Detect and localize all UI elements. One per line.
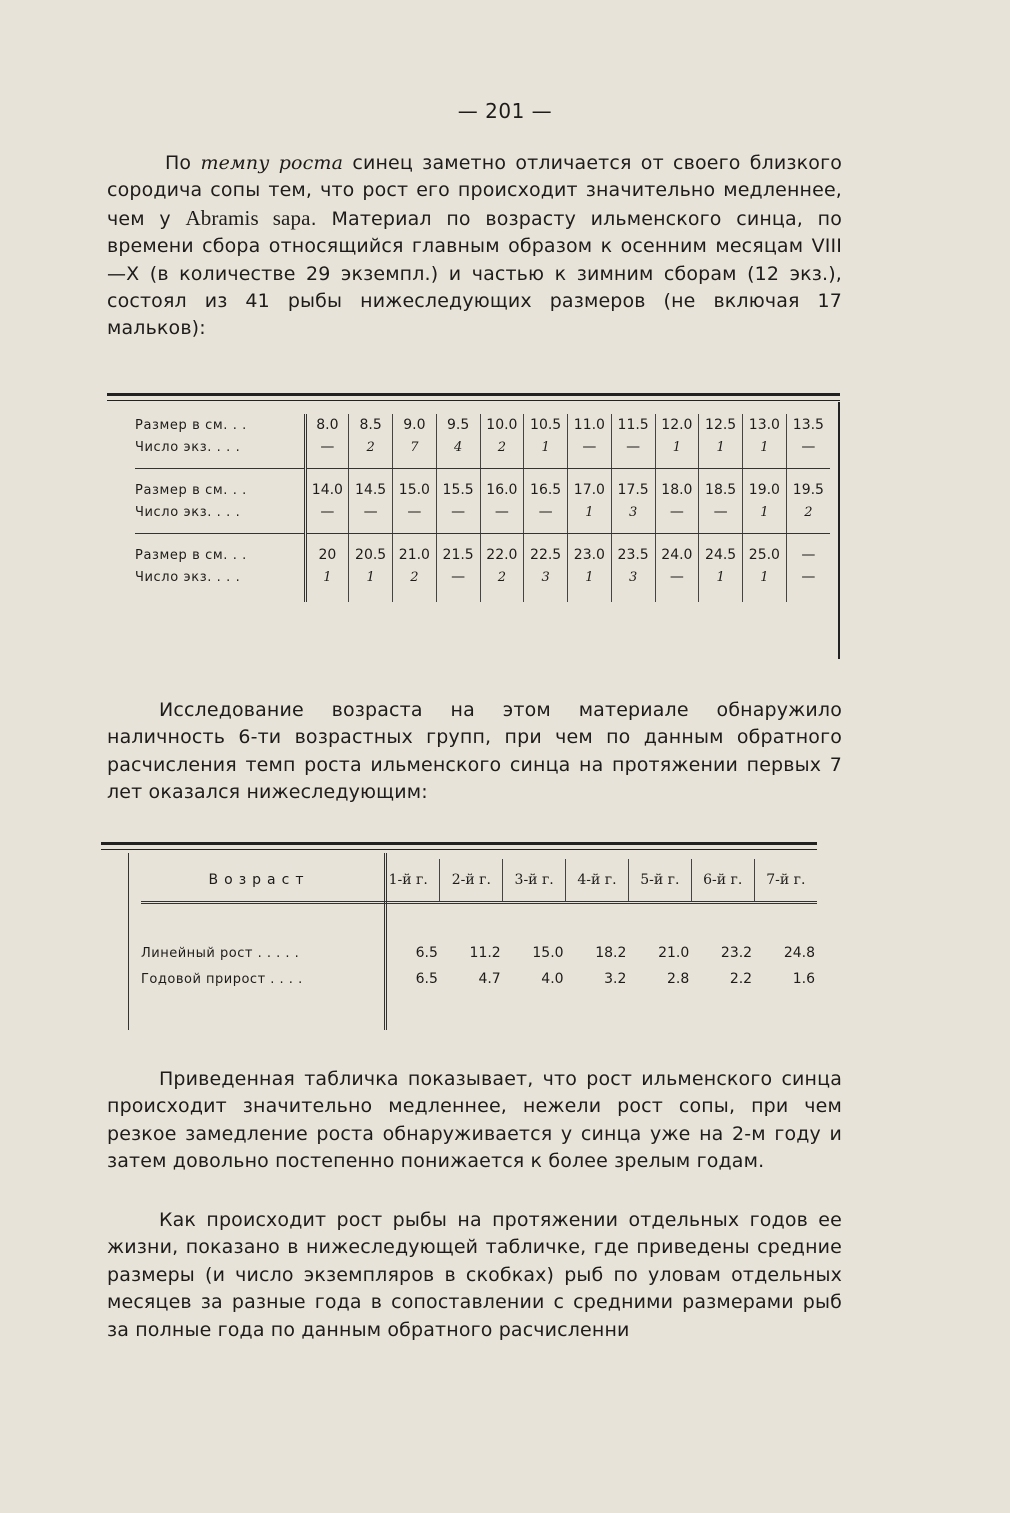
size-cell: 15.0 (393, 479, 437, 501)
count-cell: — (436, 566, 480, 588)
size-cell: 13.0 (743, 414, 787, 436)
row-label-count: Число экз. . . . (135, 436, 305, 458)
value-cell: 6.5 (415, 945, 438, 961)
size-cell: 13.5 (792, 417, 824, 433)
count-cell: — (349, 501, 393, 523)
count-cell: — (655, 566, 699, 588)
size-cell: 10.0 (480, 414, 524, 436)
value-cell: 2.8 (666, 971, 690, 987)
size-cell: 11.5 (611, 414, 655, 436)
row-label-size: Размер в см. . . (135, 479, 305, 501)
count-cell: 3 (524, 566, 568, 588)
count-cell: 1 (349, 566, 393, 588)
size-cell: 17.0 (568, 479, 612, 501)
size-cell: 24.5 (699, 544, 743, 566)
size-cell: 23.0 (568, 544, 612, 566)
header-year: 2-й г. (440, 859, 503, 903)
para1-mid: синец заметно отличается от своего близкого сородича сопы тем, что рост его происходит значительно медленнее, чем у (107, 152, 842, 230)
count-cell: — (393, 501, 437, 523)
count-cell: — (480, 501, 524, 523)
value-cell: 24.8 (783, 945, 815, 961)
growth-rate-table (101, 842, 817, 1030)
table-row (135, 436, 830, 458)
count-cell: — (655, 501, 699, 523)
para1-italic-term: темпу роста (200, 152, 344, 174)
size-cell: 21.0 (393, 544, 437, 566)
size-cell: 24.0 (655, 544, 699, 566)
count-cell: — (305, 436, 349, 458)
row-label-count: Число экз. . . . (135, 566, 305, 588)
value-cell: 4.7 (478, 971, 501, 987)
size-cell: 14.5 (349, 479, 393, 501)
size-cell: 12.0 (655, 414, 699, 436)
value-cell: 11.2 (469, 945, 501, 961)
count-cell: 1 (655, 436, 699, 458)
header-year: 7-й г. (766, 872, 806, 888)
count-cell: — (568, 436, 612, 458)
value-cell: 6.5 (415, 971, 438, 987)
size-cell: 15.5 (436, 479, 480, 501)
size-cell: 22.0 (480, 544, 524, 566)
header-year: 3-й г. (503, 859, 566, 903)
count-cell: — (699, 501, 743, 523)
paragraph-age-study: Исследование возраста на этом материале обнаружило наличность 6-ти возрастных групп, при чем по данным обратного расчисления темп роста ильменского синца на протяжении первых 7 лет оказался нижеследующим: (107, 699, 842, 804)
count-cell: 2 (804, 504, 813, 520)
paragraph-growth-comparison: Приведенная табличка показывает, что рост ильменского синца происходит значительно медленнее, нежели рост сопы, при чем резкое замедление роста обнаруживается у синца уже на 2-м году и затем довольно постепенно понижается к более зрелым годам. (107, 1068, 842, 1173)
value-cell: 2.2 (729, 971, 753, 987)
row-label-linear-growth: Линейный рост . . . . . (141, 945, 300, 961)
value-cell: 1.6 (792, 971, 815, 987)
count-cell: — (801, 569, 816, 585)
size-cell: 20.5 (349, 544, 393, 566)
size-cell: 8.5 (349, 414, 393, 436)
paragraph-growth-intro (107, 150, 842, 343)
table-row (141, 940, 817, 966)
count-cell: 2 (393, 566, 437, 588)
size-cell: 23.5 (611, 544, 655, 566)
count-cell: 2 (480, 566, 524, 588)
count-cell: 1 (699, 566, 743, 588)
count-cell: 7 (393, 436, 437, 458)
count-cell: 2 (480, 436, 524, 458)
size-cell: 17.5 (611, 479, 655, 501)
table-row (135, 566, 830, 588)
size-cell: 19.0 (743, 479, 787, 501)
count-cell: 1 (305, 566, 349, 588)
table-left-rule (128, 853, 129, 1030)
size-cell: 9.5 (436, 414, 480, 436)
size-cell: 21.5 (436, 544, 480, 566)
count-cell: 1 (524, 436, 568, 458)
count-cell: — (305, 501, 349, 523)
size-cell: 8.0 (305, 414, 349, 436)
header-year: 4-й г. (566, 859, 629, 903)
table-row (135, 414, 830, 436)
value-cell: 18.2 (595, 945, 627, 961)
table-row (135, 501, 830, 523)
header-year: 6-й г. (691, 859, 754, 903)
value-cell: 15.0 (532, 945, 564, 961)
value-cell: 21.0 (658, 945, 690, 961)
count-cell: — (524, 501, 568, 523)
count-cell: 3 (611, 501, 655, 523)
size-cell: 11.0 (568, 414, 612, 436)
size-cell: 22.5 (524, 544, 568, 566)
count-cell: 1 (568, 501, 612, 523)
row-label-count: Число экз. . . . (135, 501, 305, 523)
size-cell: 25.0 (743, 544, 787, 566)
size-cell: 16.5 (524, 479, 568, 501)
table-row (135, 544, 830, 566)
count-cell: — (611, 436, 655, 458)
table-row (141, 966, 817, 992)
paragraph-monthly-growth: Как происходит рост рыбы на протяжении отдельных годов ее жизни, показано в нижеследующей табличке, где приведены средние размеры (и число экземпляров в скобках) рыб по уловам отдельных месяцев за разные года в сопоставлении с средними размерами рыб за полные года по данным обратного расчисленни (107, 1209, 842, 1341)
header-year: 5-й г. (628, 859, 691, 903)
header-age-label: Возраст (208, 872, 310, 888)
size-cell: 18.5 (699, 479, 743, 501)
count-cell: 1 (699, 436, 743, 458)
row-label-size: Размер в см. . . (135, 414, 305, 436)
value-cell: 4.0 (541, 971, 564, 987)
para1-species-name: Abramis sapa (185, 205, 311, 230)
table-row (135, 479, 830, 501)
row-label-size: Размер в см. . . (135, 544, 305, 566)
count-cell: 1 (743, 566, 787, 588)
value-cell: 3.2 (604, 971, 627, 987)
row-label-annual-increment: Годовой прирост . . . . (141, 971, 303, 987)
size-cell: 14.0 (305, 479, 349, 501)
size-cell: 16.0 (480, 479, 524, 501)
page-number: — 201 — (457, 99, 553, 123)
size-cell: 18.0 (655, 479, 699, 501)
para1-before: По (165, 152, 201, 174)
header-year: 1-й г. (377, 859, 440, 903)
count-cell: 1 (743, 436, 787, 458)
size-cell: 12.5 (699, 414, 743, 436)
count-cell: 2 (349, 436, 393, 458)
count-cell: — (436, 501, 480, 523)
count-cell: 4 (436, 436, 480, 458)
size-cell: 19.5 (792, 482, 824, 498)
size-cell: 10.5 (524, 414, 568, 436)
size-cell: 20 (305, 544, 349, 566)
count-cell: 3 (611, 566, 655, 588)
size-cell: 9.0 (393, 414, 437, 436)
count-cell: 1 (568, 566, 612, 588)
count-cell: 1 (743, 501, 787, 523)
para1-after: . Материал по возрасту ильменского синца, по времени сбора относящийся главным образом к осенним месяцам VIII—X (в количестве 29 экземпл.) и частью к зимним сборам (12 экз.), состоял из 41 рыбы нижеследующих размеров (не включая 17 мальков): (107, 207, 842, 340)
size-distribution-table (107, 393, 840, 666)
value-cell: 23.2 (720, 945, 753, 961)
count-cell: — (801, 439, 816, 455)
size-cell: — (801, 547, 816, 563)
